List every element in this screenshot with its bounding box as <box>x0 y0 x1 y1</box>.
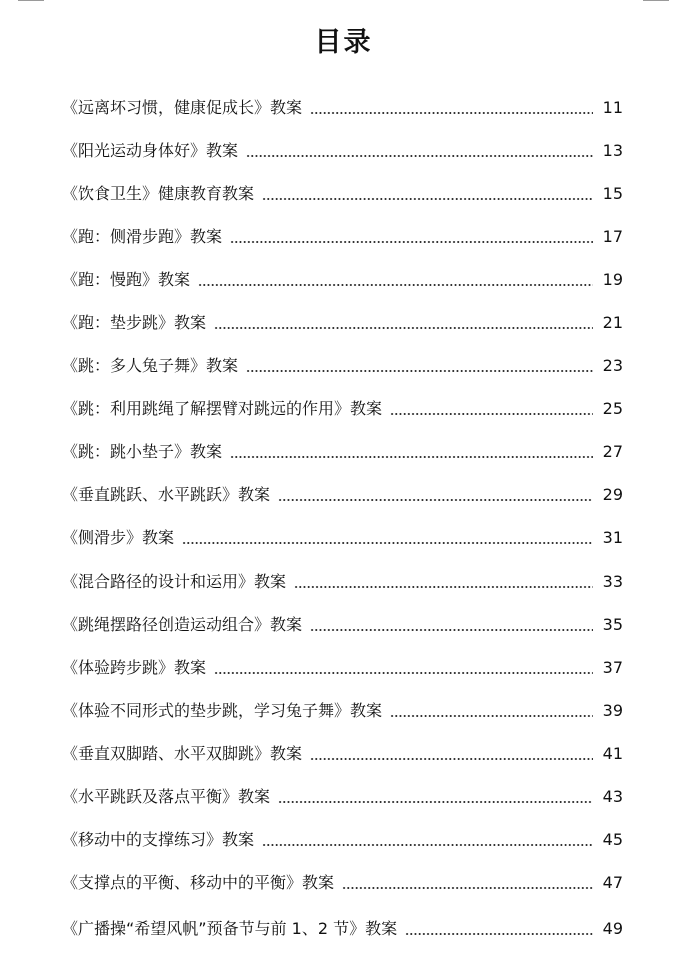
toc-entry-title: 《水平跳跃及落点平衡》教案 <box>62 787 271 807</box>
toc-entry[interactable] <box>62 301 623 344</box>
toc-entry-title: 《饮食卫生》健康教育教案 <box>62 183 255 203</box>
dot-leader <box>294 572 593 592</box>
toc-entry-title: 《跳：多人兔子舞》教案 <box>62 356 239 376</box>
toc-entry[interactable] <box>62 819 623 862</box>
toc-page-number: 13 <box>602 140 623 160</box>
toc-entry-title: 《跑：慢跑》教案 <box>62 269 191 289</box>
toc-entry[interactable] <box>62 474 623 517</box>
toc-entry[interactable] <box>62 86 623 129</box>
toc-page-number: 47 <box>602 873 623 893</box>
toc-entry[interactable] <box>62 776 623 819</box>
toc-entry[interactable] <box>62 560 623 603</box>
toc-entry-title: 《移动中的支撑练习》教案 <box>62 830 255 850</box>
toc-page-number: 49 <box>602 919 623 939</box>
toc-entry-title: 《跑：侧滑步跑》教案 <box>62 226 223 246</box>
toc-page-number: 43 <box>602 787 623 807</box>
toc-entry[interactable] <box>62 258 623 301</box>
toc-entry[interactable] <box>62 908 623 951</box>
dot-leader <box>262 830 593 850</box>
dot-leader <box>214 313 593 333</box>
dot-leader <box>214 658 593 678</box>
toc-page-number: 37 <box>602 657 623 677</box>
dot-leader <box>310 744 593 764</box>
toc-entry-title: 《跑：垫步跳》教案 <box>62 313 207 333</box>
toc-entry[interactable] <box>62 431 623 474</box>
corner-mark-left <box>18 0 44 1</box>
page-title: 目录 <box>314 27 373 59</box>
dot-leader <box>278 485 593 505</box>
toc-entry[interactable] <box>62 215 623 258</box>
corner-mark-right <box>643 0 669 1</box>
toc-entry[interactable] <box>62 172 623 215</box>
toc-entry-title: 《体验跨步跳》教案 <box>62 657 207 677</box>
dot-leader <box>342 873 593 893</box>
dot-leader <box>278 787 593 807</box>
dot-leader <box>405 919 593 939</box>
toc-page-number: 29 <box>602 485 623 505</box>
toc-entry-title: 《跳：跳小垫子》教案 <box>62 442 223 462</box>
toc-entry[interactable] <box>62 603 623 646</box>
dot-leader <box>390 399 593 419</box>
toc-page-number: 23 <box>602 356 623 376</box>
toc-entry[interactable] <box>62 732 623 775</box>
toc-page-number: 15 <box>602 183 623 203</box>
table-of-contents <box>62 86 623 951</box>
toc-entry[interactable] <box>62 388 623 431</box>
toc-entry-title: 《侧滑步》教案 <box>62 528 175 548</box>
toc-entry-title: 《广播操“希望风帆”预备节与前 1、2 节》教案 <box>62 919 398 939</box>
toc-entry-title: 《支撑点的平衡、移动中的平衡》教案 <box>62 873 335 893</box>
toc-page-number: 25 <box>602 399 623 419</box>
dot-leader <box>246 356 593 376</box>
toc-page-number: 45 <box>602 830 623 850</box>
toc-entry[interactable] <box>62 129 623 172</box>
toc-entry[interactable] <box>62 646 623 689</box>
dot-leader <box>198 270 593 290</box>
toc-entry-title: 《垂直双脚踏、水平双脚跳》教案 <box>62 743 303 763</box>
toc-entry-title: 《阳光运动身体好》教案 <box>62 140 239 160</box>
toc-entry-title: 《混合路径的设计和运用》教案 <box>62 571 287 591</box>
dot-leader <box>246 141 593 161</box>
toc-entry-title: 《跳绳摆路径创造运动组合》教案 <box>62 614 303 634</box>
toc-page-number: 19 <box>602 269 623 289</box>
toc-page-number: 21 <box>602 313 623 333</box>
dot-leader <box>182 528 593 548</box>
dot-leader <box>230 227 593 247</box>
dot-leader <box>310 615 593 635</box>
toc-entry[interactable] <box>62 862 623 905</box>
toc-page-number: 17 <box>602 226 623 246</box>
toc-page-number: 27 <box>602 442 623 462</box>
toc-entry[interactable] <box>62 345 623 388</box>
toc-entry-title: 《远离坏习惯，健康促成长》教案 <box>62 97 303 117</box>
toc-entry-title: 《垂直跳跃、水平跳跃》教案 <box>62 485 271 505</box>
dot-leader <box>390 701 593 721</box>
dot-leader <box>310 98 593 118</box>
toc-page-number: 35 <box>602 614 623 634</box>
toc-entry[interactable] <box>62 517 623 560</box>
dot-leader <box>230 442 593 462</box>
toc-entry[interactable] <box>62 689 623 732</box>
toc-page-number: 39 <box>602 700 623 720</box>
toc-page-number: 33 <box>602 571 623 591</box>
dot-leader <box>262 184 593 204</box>
toc-entry-title: 《体验不同形式的垫步跳，学习兔子舞》教案 <box>62 700 383 720</box>
toc-page-number: 41 <box>602 743 623 763</box>
toc-page-number: 31 <box>602 528 623 548</box>
toc-page-number: 11 <box>602 97 623 117</box>
toc-entry-title: 《跳：利用跳绳了解摆臂对跳远的作用》教案 <box>62 399 383 419</box>
